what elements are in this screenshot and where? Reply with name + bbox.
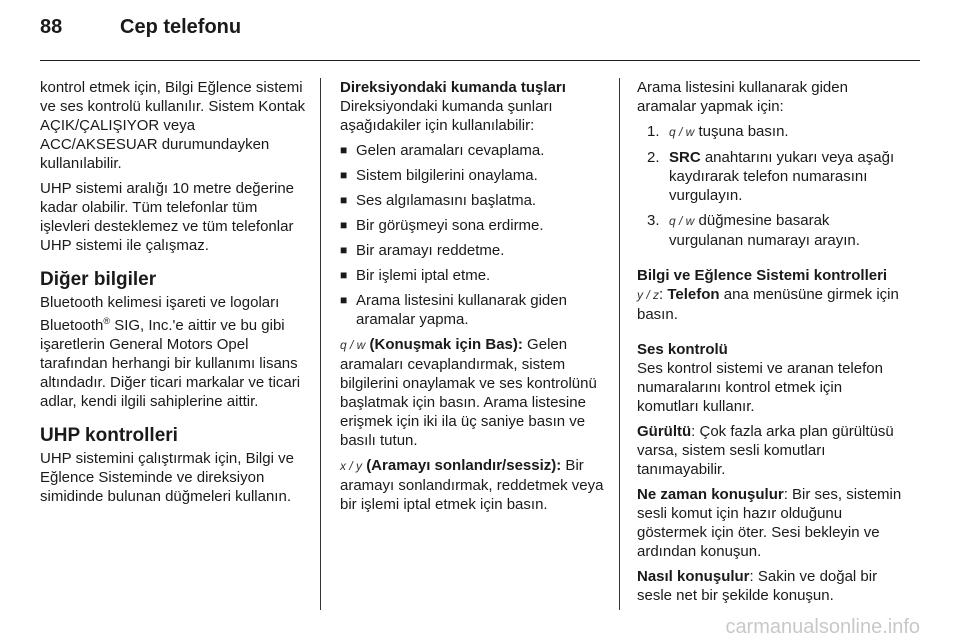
when-label: Ne zaman konuşulur (637, 486, 784, 503)
end-call-text: Bir aramayı sonlandırmak, reddetmek veya bir işlemi iptal etmek için basın. (340, 457, 604, 513)
push-to-talk-icon: q / w (340, 338, 366, 352)
push-to-talk-text: Gelen aramaları cevaplandırmak, sistem bilgilerini onaylamak ve ses kontrolünü başlatmak için basın. Arama listesine erişmek için iki ila üç saniye basın ve basılı tutun. (340, 336, 597, 449)
how-text: : Sakin ve doğal bir sesle net bir şekilde konuşun. (637, 568, 878, 604)
when-text: : Bir ses, sistemin sesli komut için hazır olduğunu göstermek için öter. Sesi bekleyin ve ardından konuşun. (637, 486, 902, 560)
list-item: ■ Bir işlemi iptal etme. (340, 266, 606, 285)
step-number: 1. (647, 123, 660, 140)
push-to-talk-icon: q / w (669, 214, 695, 228)
heading-uhp-controls: UHP kontrolleri (40, 425, 178, 446)
heading-voice-control: Ses kontrolü (637, 341, 728, 358)
step-2 (637, 148, 907, 205)
paragraph-voice-control: Ses kontrol sistemi ve aranan telefon numaralarını kontrol etmek için komutları kullanır. (637, 360, 883, 415)
noise-text: : Çok fazla arka plan gürültüsü varsa, sistem sesli komutları tanımayabilir. (637, 423, 894, 478)
src-label: SRC (669, 149, 701, 166)
list-item: ■ Ses algılamasını başlatma. (340, 191, 606, 210)
page-title: Cep telefonu (120, 16, 242, 38)
column-3 (637, 78, 907, 611)
bluetooth-text-a: Bluetooth kelimesi işareti ve logoları Bluetooth (40, 294, 280, 334)
steering-functions-list (340, 141, 606, 329)
list-item: ■ Sistem bilgilerini onaylama. (340, 166, 606, 185)
step-text: düğmesine basarak vurgulanan numarayı arayın. (669, 212, 860, 249)
paragraph-control: kontrol etmek için, Bilgi Eğlence sistemi ve ses kontrolü kullanılır. Sistem Kontak AÇIK/ÇALIŞIYOR veya ACC/AKSESUAR durumundayken kullanılabilir. (40, 79, 306, 172)
push-to-talk-label: (Konuşmak için Bas): (369, 336, 523, 353)
call-list-steps (637, 122, 907, 250)
bluetooth-text-b: SIG, Inc.'e aittir ve bu gibi işaretlerin General Motors Opel tarafından herhangi bir kullanımı lisans altındadır. Diğer ticari markalar ve ticari adlar, kendi ilgili sahiplerine aittir. (40, 317, 301, 410)
paragraph-bluetooth (40, 293, 308, 411)
end-call-icon: x / y (340, 459, 363, 473)
list-item: ■ Bir aramayı reddetme. (340, 241, 606, 260)
step-1 (637, 122, 907, 142)
paragraph-phone-menu: y / z: Telefon ana menüsüne girmek için basın. (637, 286, 899, 323)
paragraph-range: UHP sistemi aralığı 10 metre değerine kadar olabilir. Tüm telefonlar tüm işlevleri desteklemez ve tüm telefonlar UHP sistemi ile çalışmaz. (40, 180, 295, 254)
phone-icon: y / z (637, 288, 660, 302)
how-label: Nasıl konuşulur (637, 568, 750, 585)
registered-mark: ® (103, 316, 111, 326)
step-text: tuşuna basın. (694, 123, 789, 140)
header-rule (40, 60, 920, 61)
end-call-label: (Aramayı sonlandır/sessiz): (366, 457, 562, 474)
heading-infotainment-controls: Bilgi ve Eğlence Sistemi kontrolleri (637, 267, 888, 284)
phone-label: Telefon (667, 286, 720, 303)
column-divider-2 (619, 78, 620, 610)
list-item: ■ Bir görüşmeyi sona erdirme. (340, 216, 606, 235)
page-number: 88 (40, 16, 63, 38)
push-to-talk-icon: q / w (669, 125, 695, 139)
paragraph-uhp: UHP sistemini çalıştırmak için, Bilgi ve Eğlence Sisteminde ve direksiyon simidinde bulunan düğmeleri kullanın. (40, 450, 294, 505)
step-number: 3. (647, 212, 660, 229)
paragraph-call-list-intro: Arama listesini kullanarak giden aramalar yapmak için: (637, 79, 848, 115)
phone-menu-text: ana menüsüne girmek için basın. (637, 286, 899, 323)
heading-other-info: Diğer bilgiler (40, 269, 157, 290)
step-number: 2. (647, 149, 660, 166)
paragraph-how-to-speak (637, 567, 907, 605)
column-2 (340, 78, 606, 520)
list-item: ■ Arama listesini kullanarak giden aramalar yapma. (340, 291, 606, 329)
paragraph-when-to-speak (637, 485, 907, 561)
column-divider-1 (320, 78, 321, 610)
paragraph-push-to-talk (340, 335, 606, 450)
step-text: anahtarını yukarı veya aşağı kaydırarak telefon numarasını vurgulayın. (669, 149, 895, 204)
step-3 (637, 211, 907, 250)
paragraph-end-call (340, 456, 606, 514)
paragraph-steering-intro: Direksiyondaki kumanda şunları aşağıdakiler için kullanılabilir: (340, 98, 553, 134)
noise-label: Gürültü (637, 423, 692, 440)
list-item: ■ Gelen aramaları cevaplama. (340, 141, 606, 160)
heading-steering-controls: Direksiyondaki kumanda tuşları (340, 79, 566, 96)
paragraph-noise (637, 422, 907, 479)
column-1 (40, 78, 308, 512)
watermark: carmanualsonline.info (725, 616, 920, 638)
page-header (40, 16, 241, 39)
